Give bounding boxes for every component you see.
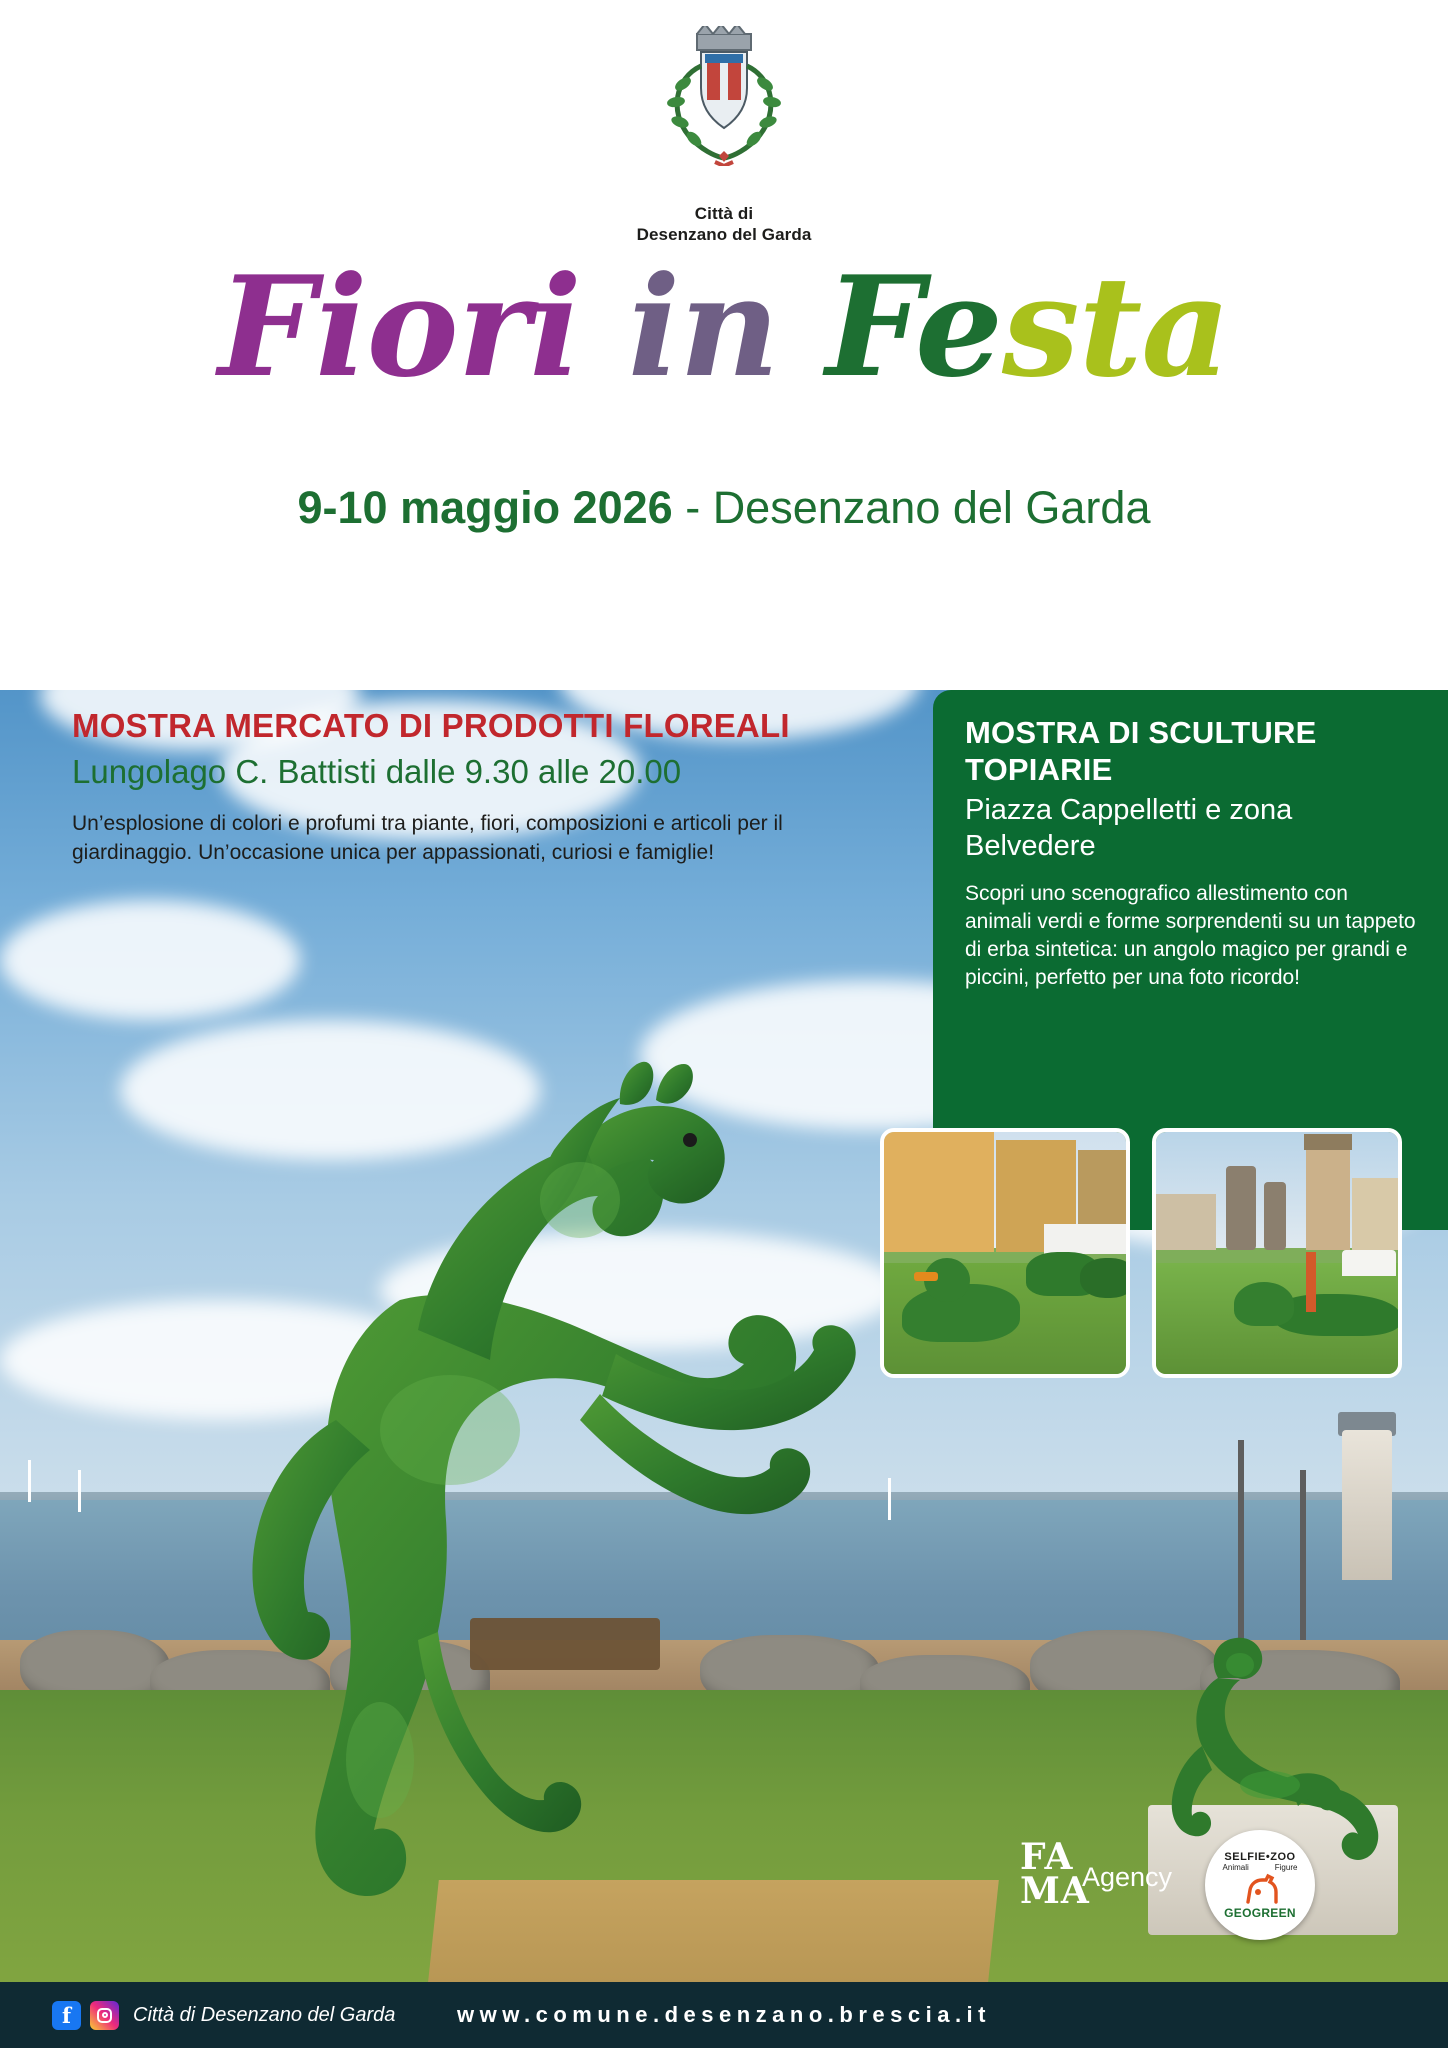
fama-logo-line1: FA <box>1020 1836 1074 1878</box>
market-section-title: MOSTRA MERCATO DI PRODOTTI FLOREALI <box>72 707 790 744</box>
topiary-section-body: Scopri uno scenografico allestimento con animali verdi e forme sorprendenti su un tappeto di erba sintetica: un angolo magico per grandi e piccini, perfetto per una foto ricordo! <box>965 882 1416 989</box>
crest-caption <box>0 203 1448 245</box>
city-coat-of-arms-icon <box>649 26 799 196</box>
event-location: Desenzano del Garda <box>712 482 1151 533</box>
market-section-subtitle: Lungolago C. Battisti dalle 9.30 alle 20.00 <box>72 753 682 790</box>
market-section <box>72 706 902 867</box>
selfie-zoo-right-text: Figure <box>1274 1862 1298 1872</box>
event-subtitle <box>0 480 1448 536</box>
topiary-section-subtitle: Piazza Cappelletti e zona Belvedere <box>965 794 1293 862</box>
title-word-fe: Fe <box>825 245 1002 408</box>
title-word-in: in <box>627 245 779 408</box>
market-section-body: Un’esplosione di colori e profumi tra piante, fiori, composizioni e articoli per il giardinaggio. Un’occasione unica per appassionati, curiosi e famiglie! <box>72 812 783 864</box>
title-word-sta: sta <box>1001 245 1230 408</box>
fama-logo-line2: MA <box>1020 1870 1090 1912</box>
topiary-belvedere-photo <box>1152 1128 1402 1378</box>
selfie-zoo-left-text: Animali <box>1222 1862 1249 1872</box>
title-word-fiori: Fiori <box>218 245 581 408</box>
website-url[interactable]: www.comune.desenzano.brescia.it <box>456 2002 991 2027</box>
social-handle: Città di Desenzano del Garda <box>133 2003 396 2026</box>
topiary-horse-sculpture <box>150 1000 930 1960</box>
selfie-zoo-bottom-text: GEOGREEN <box>1224 1905 1296 1920</box>
crest-caption-line2: Desenzano del Garda <box>636 225 812 244</box>
fama-logo-agency: Agency <box>1082 1862 1173 1892</box>
sailboat <box>28 1460 31 1502</box>
selfie-zoo-top-text: SELFIE•ZOO <box>1224 1850 1296 1863</box>
footer-bar <box>0 1982 1448 2048</box>
facebook-icon[interactable]: f <box>52 2001 81 2030</box>
header-band <box>0 0 1448 690</box>
event-subtitle-separator: - <box>672 482 713 533</box>
photo-thumbnails <box>880 1128 1440 1378</box>
topiary-section-title: MOSTRA DI SCULTURE TOPIARIE <box>965 715 1317 787</box>
fama-agency-logo <box>1020 1836 1173 1912</box>
lighthouse <box>1342 1430 1392 1580</box>
event-dates: 9-10 maggio 2026 <box>297 482 673 533</box>
sailboat <box>78 1470 81 1512</box>
page-title <box>0 245 1448 408</box>
crest-caption-line1: Città di <box>694 204 754 223</box>
topiary-square-photo <box>880 1128 1130 1378</box>
selfie-zoo-logo <box>1205 1830 1315 1940</box>
giraffe-icon <box>1238 1872 1282 1906</box>
crest-area <box>0 26 1448 245</box>
